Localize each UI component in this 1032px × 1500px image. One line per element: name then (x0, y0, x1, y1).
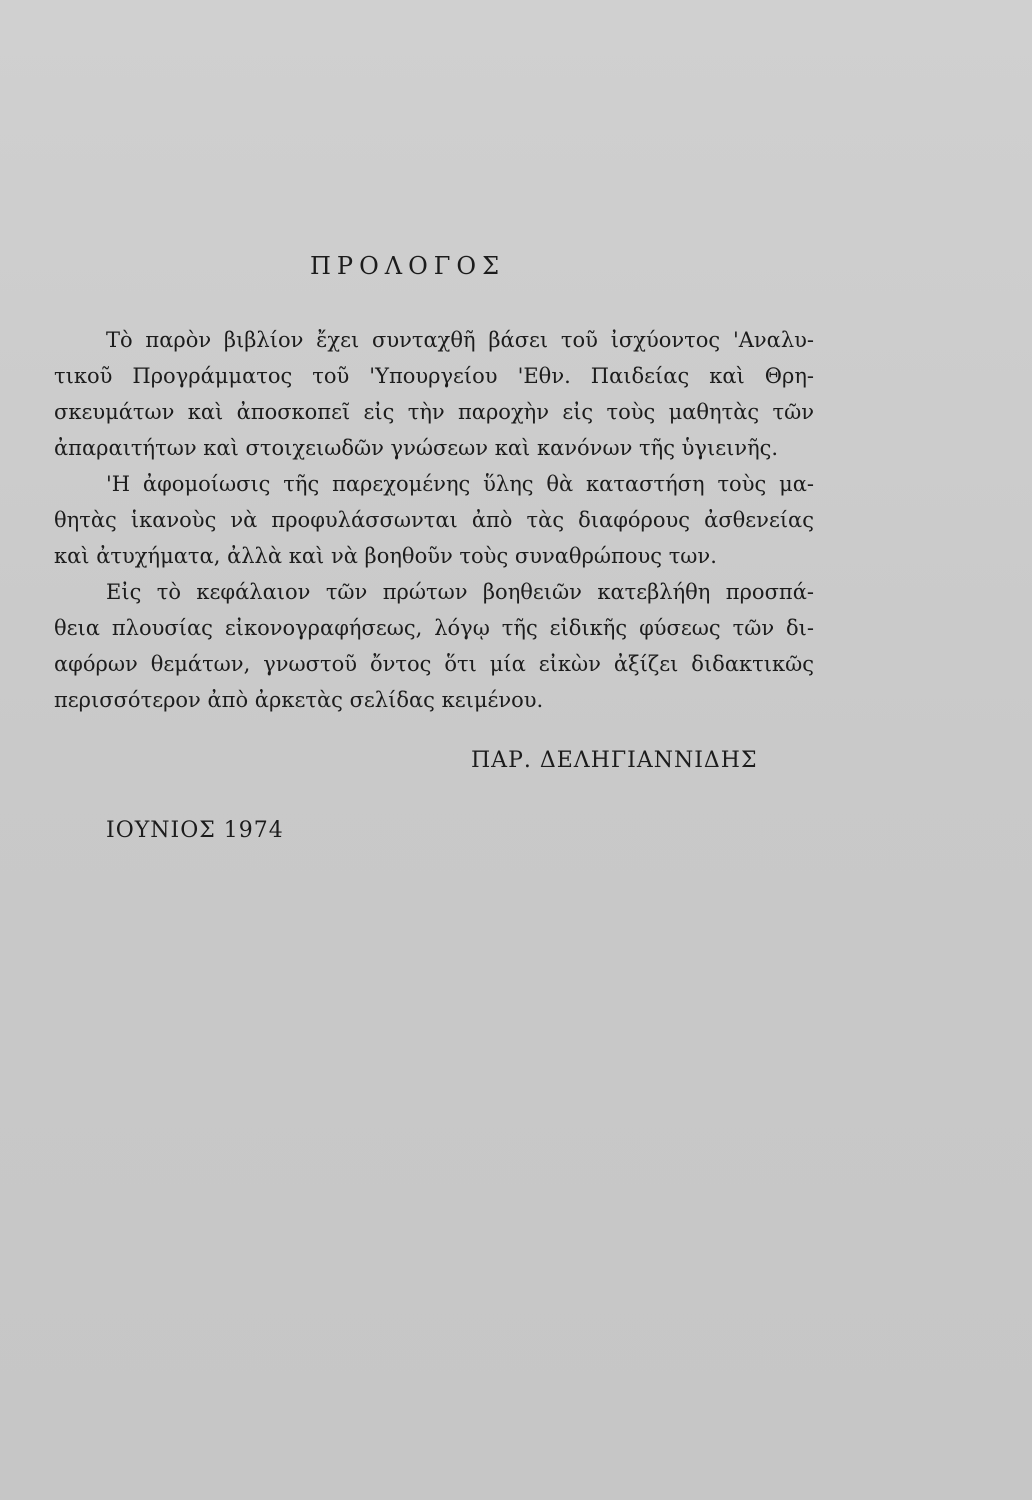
publication-date: ΙΟΥΝΙΟΣ 1974 (106, 818, 284, 843)
paragraph-3-line-2: θεια πλουσίας εἰκονογραφήσεως, λόγῳ τῆς εἰδικῆς φύσεως τῶν δι- (54, 616, 814, 640)
paragraph-1-line-1: Τὸ παρὸν βιβλίον ἔχει συνταχθῆ βάσει τοῦ ἰσχύοντος 'Αναλυ- (106, 328, 814, 352)
paragraph-2-line-3: καὶ ἀτυχήματα, ἀλλὰ καὶ νὰ βοηθοῦν τοὺς συναθρώπους των. (54, 544, 717, 568)
preface-text (54, 322, 814, 718)
author-signature: ΠΑΡ. ΔΕΛΗΓΙΑΝΝΙΔΗΣ (471, 748, 758, 773)
paragraph-1-line-3: σκευμάτων καὶ ἀποσκοπεῖ εἰς τὴν παροχὴν εἰς τοὺς μαθητὰς τῶν (54, 400, 814, 424)
paragraph-3-line-1: Εἰς τὸ κεφάλαιον τῶν πρώτων βοηθειῶν κατεβλήθη προσπά- (106, 580, 814, 604)
paragraph-3-line-3: αφόρων θεμάτων, γνωστοῦ ὄντος ὅτι μία εἰκὼν ἀξίζει διδακτικῶς (54, 652, 814, 676)
paragraph-1-line-4: ἀπαραιτήτων καὶ στοιχειωδῶν γνώσεων καὶ κανόνων τῆς ὑγιεινῆς. (54, 436, 779, 460)
paragraph-1-line-2: τικοῦ Προγράμματος τοῦ 'Υπουργείου 'Εθν. Παιδείας καὶ Θρη- (54, 364, 814, 388)
paragraph-2-line-1: 'Η ἀφομοίωσις τῆς παρεχομένης ὕλης θὰ καταστήση τοὺς μα- (106, 472, 814, 496)
paragraph-3-line-4: περισσότερον ἀπὸ ἀρκετὰς σελίδας κειμένου. (54, 688, 544, 712)
paragraph-2-line-2: θητὰς ἱκανοὺς νὰ προφυλάσσωνται ἀπὸ τὰς διαφόρους ἀσθενείας (54, 508, 814, 532)
page-title: ΠΡΟΛΟΓΟΣ (310, 252, 506, 280)
